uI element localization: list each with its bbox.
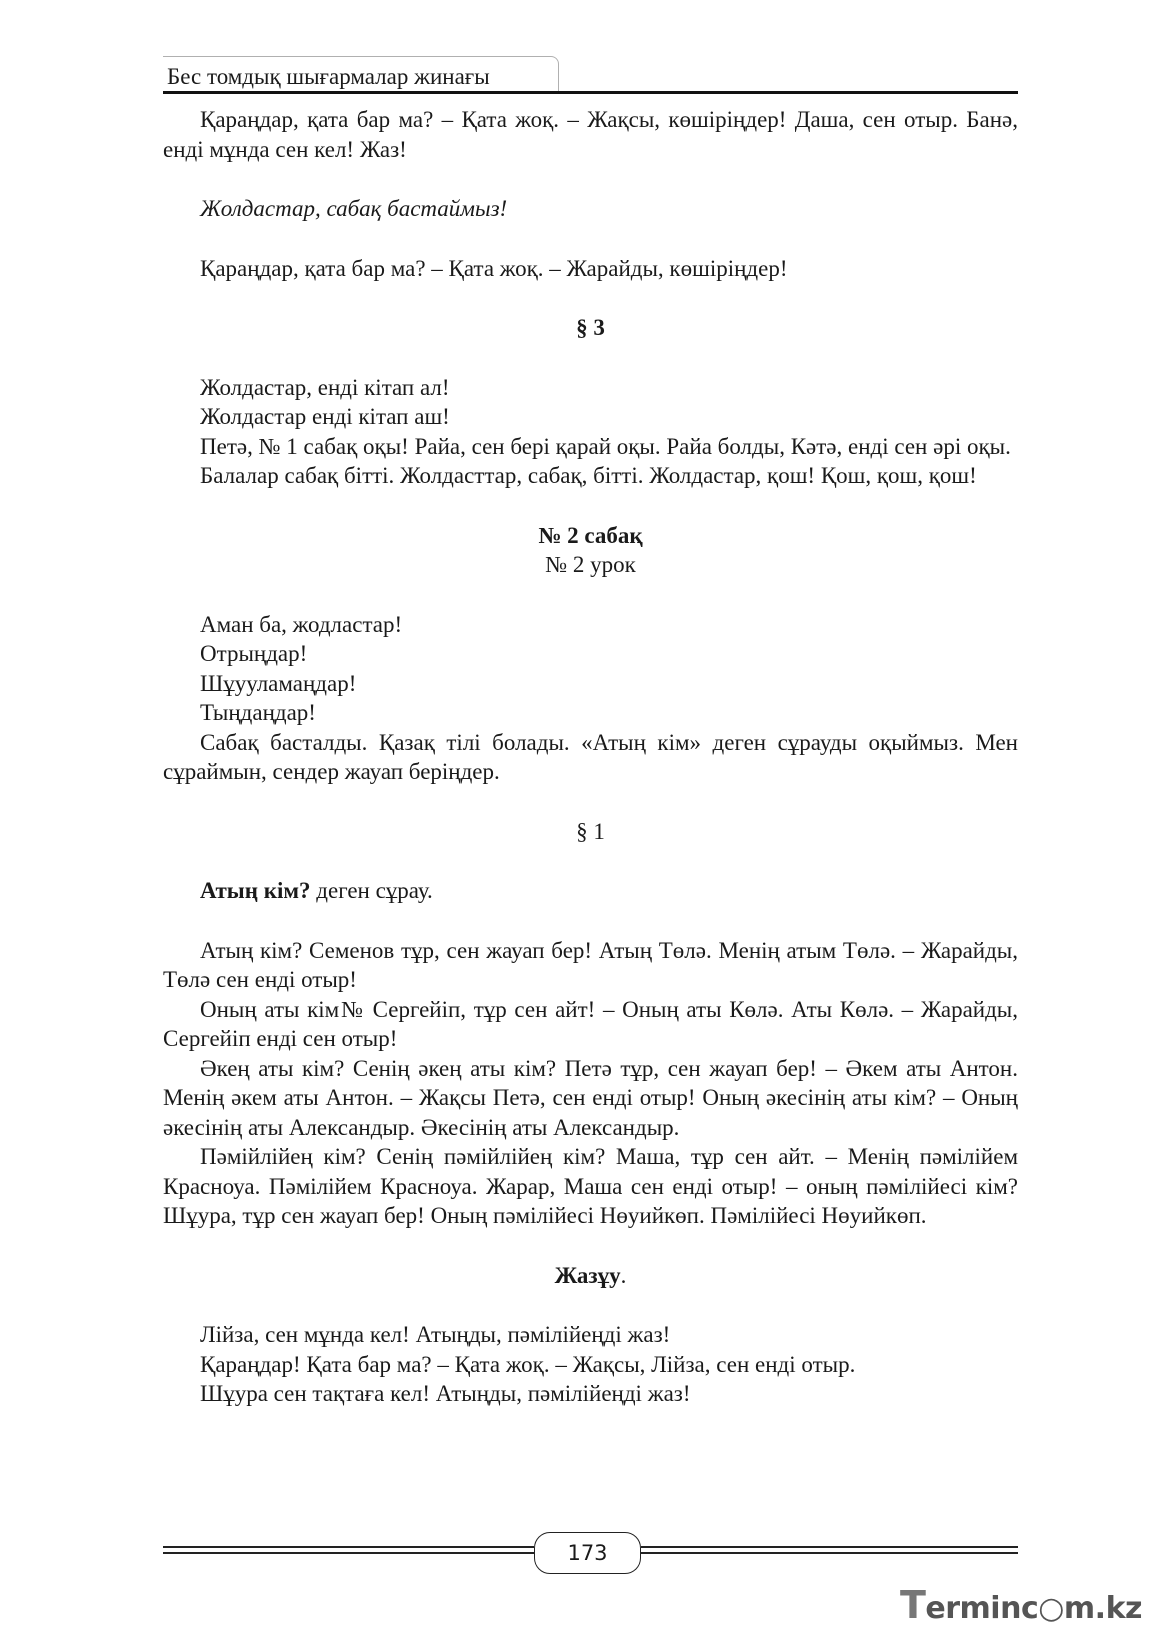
paragraph: Сабақ басталды. Қазақ тілі болады. «Атың кім» деген сұрауды оқыймыз. Мен сұраймын, сендер жауап беріңдер.	[163, 729, 1018, 784]
page-number: 173	[534, 1532, 641, 1574]
paragraph: Отрыңдар!	[200, 641, 308, 666]
footer-rule-right-top	[641, 1546, 1018, 1548]
paragraph: Тыңдаңдар!	[200, 700, 316, 725]
paragraph-gap	[163, 491, 1018, 521]
plain-run: .	[620, 1262, 627, 1288]
paragraph: Оның аты кім№ Сергейіп, тұр сен айт! – Оның аты Көлә. Аты Көлә. – Жарайды, Сергейіп енді сен отыр!	[163, 996, 1018, 1051]
section-heading: № 2 урок	[545, 552, 636, 577]
watermark-o: ○	[1038, 1591, 1064, 1626]
section-heading: № 2 сабақ	[538, 522, 643, 548]
book-title: Бес томдық шығармалар жинағы	[167, 64, 490, 89]
paragraph: Жолдастар енді кітап аш!	[200, 404, 450, 429]
header-rule	[163, 91, 1018, 94]
paragraph: Жолдастар, енді кітап ал!	[200, 374, 450, 400]
paragraph: Қараңдар! Қата бар ма? – Қата жоқ. – Жақсы, Лійза, сен енді отыр.	[200, 1351, 856, 1377]
paragraph-gap	[163, 906, 1018, 936]
paragraph: Лійза, сен мұнда кел! Атыңды, пәмілійеңді жаз!	[200, 1322, 671, 1347]
watermark-suffix: m.kz	[1063, 1591, 1142, 1626]
paragraph-gap	[163, 343, 1018, 373]
paragraph-gap	[163, 580, 1018, 610]
bold-run: Жазұу	[554, 1262, 621, 1288]
running-header	[163, 56, 1018, 94]
paragraph: Балалар сабақ бітті. Жолдасттар, сабақ, бітті. Жолдастар, қош! Қош, қош, қош!	[200, 463, 977, 488]
footer-rule-left-bottom	[163, 1552, 534, 1554]
watermark-prefix: T	[899, 1583, 926, 1627]
paragraph: Әкең аты кім? Сенің әкең аты кім? Петә тұр, сен жауап бер! – Әкем аты Антон. Менің әкем аты Антон. – Жақсы Петә, сен енді отыр! Оның әкесінің аты кім? – Оның әкесінің аты Александыр. Әкесінің аты Александыр.	[163, 1055, 1018, 1140]
paragraph-gap	[163, 846, 1018, 876]
paragraph: Шұууламаңдар!	[200, 670, 357, 696]
plain-run: деген сұрау.	[310, 878, 433, 903]
page-footer	[163, 1532, 1018, 1578]
bold-run: Атың кім?	[200, 878, 311, 903]
section-heading: § 1	[576, 818, 605, 844]
paragraph-gap	[163, 283, 1018, 313]
section-heading	[163, 1261, 1018, 1291]
section-heading: § 3	[576, 315, 605, 340]
paragraph-gap	[163, 787, 1018, 817]
italic-line: Жолдастар, сабақ бастаймыз!	[200, 196, 508, 221]
footer-rule-left-top	[163, 1546, 534, 1548]
paragraph: Петә, № 1 сабақ оқы! Райа, сен бері қарай оқы. Райа болды, Кәтә, енді сен әрі оқы.	[200, 433, 1011, 459]
paragraph-gap	[163, 1231, 1018, 1261]
page-body	[163, 105, 1018, 1409]
paragraph-gap	[163, 224, 1018, 254]
paragraph: Аман ба, жодластар!	[200, 611, 403, 637]
paragraph: Шұура сен тақтаға кел! Атыңды, пәмілійеңді жаз!	[200, 1381, 691, 1406]
paragraph-gap	[163, 164, 1018, 194]
footer-rule-right-bottom	[641, 1552, 1018, 1554]
paragraph: Қараңдар, қата бар ма? – Қата жоқ. – Жарайды, көшіріңдер!	[200, 255, 788, 281]
site-watermark	[900, 1583, 1142, 1627]
paragraph-gap	[163, 1290, 1018, 1320]
paragraph: Қараңдар, қата бар ма? – Қата жоқ. – Жақсы, көшіріңдер! Даша, сен отыр. Банә, енді мұнда сен кел! Жаз!	[163, 107, 1018, 162]
paragraph: Пәмійлійең кім? Сенің пәмійлійең кім? Маша, тұр сен айт. – Менің пәмілійем Красноуа. Пәмілійем Красноуа. Жарар, Маша сен енді отыр! – оның пәмілійесі кім? Шұура, тұр сен жауап бер! Оның пәмілійесі Нөуийкөп. Пәмілійесі Нөуийкөп.	[163, 1144, 1018, 1228]
topic-line	[163, 876, 1018, 906]
paragraph: Атың кім? Семенов тұр, сен жауап бер! Атың Төлә. Менің атым Төлә. – Жарайды, Төлә сен енді отыр!	[163, 937, 1018, 992]
watermark-rest: erminc	[925, 1591, 1039, 1626]
